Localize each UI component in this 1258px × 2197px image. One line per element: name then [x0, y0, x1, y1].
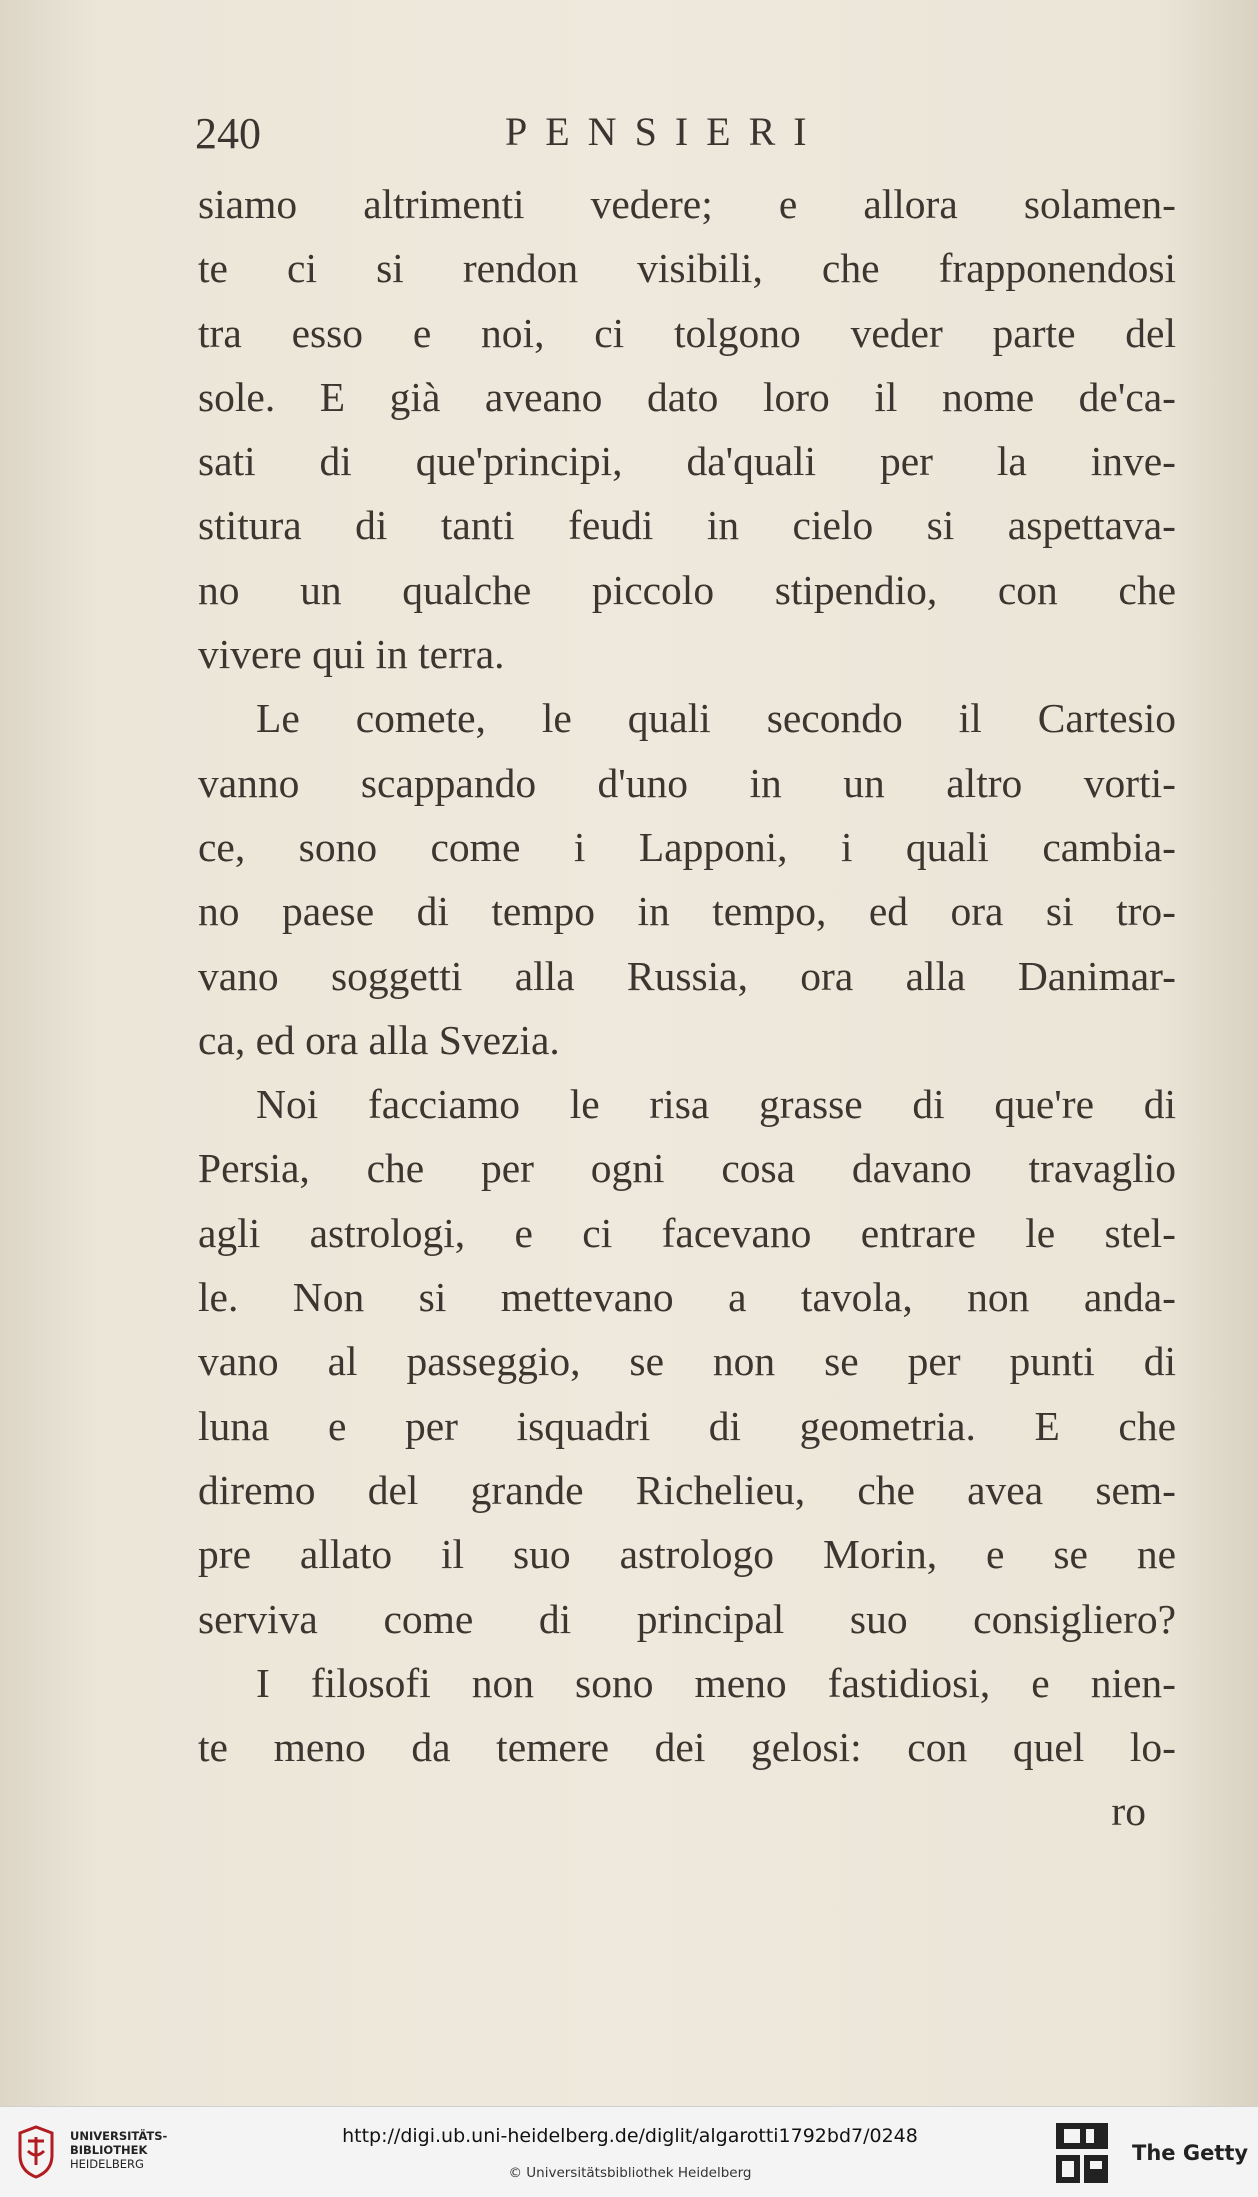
text-line: Le comete, le quali secondo il Cartesio: [256, 695, 1176, 742]
text-line: Persia, che per ogni cosa davano travaglio: [198, 1145, 1176, 1192]
getty-label: The Getty: [1132, 2141, 1249, 2165]
text-line: no un qualche piccolo stipendio, con che: [198, 566, 1176, 613]
text-line: ce, sono come i Lapponi, i quali cambia-: [198, 823, 1176, 870]
text-line: siamo altrimenti vedere; e allora solamen-: [198, 181, 1176, 227]
running-title: PENSIERI: [505, 109, 825, 154]
text-line: sole. E già aveano dato loro il nome de'ca-: [198, 373, 1176, 420]
copyright-notice: © Universitätsbibliothek Heidelberg: [508, 2165, 752, 2181]
text-line: vano al passeggio, se non se per punti di: [198, 1338, 1176, 1385]
text-line: le. Non si mettevano a tavola, non anda-: [198, 1274, 1176, 1321]
text-line: te ci si rendon visibili, che frapponendosi: [198, 245, 1176, 292]
logo-line: UNIVERSITÄTS-: [70, 2129, 168, 2143]
heidelberg-seal-icon: [14, 2125, 58, 2179]
logo-line: BIBLIOTHEK: [70, 2143, 148, 2157]
getty-logo[interactable]: [1054, 2121, 1254, 2185]
permalink-url[interactable]: http://digi.ub.uni-heidelberg.de/diglit/algarotti1792bd7/0248: [342, 2125, 918, 2147]
university-library-logo[interactable]: [14, 2121, 168, 2183]
text-line: serviva come di principal suo consigliero?: [198, 1595, 1176, 1642]
text-line: Noi facciamo le risa grasse di que're di: [256, 1081, 1176, 1128]
text-line: vivere qui in terra.: [198, 631, 505, 678]
catchword: ro: [1111, 1788, 1146, 1835]
page-header: [195, 108, 1175, 168]
logo-line: HEIDELBERG: [70, 2157, 144, 2171]
text-line: pre allato il suo astrologo Morin, e se ne: [198, 1531, 1176, 1578]
text-line: vano soggetti alla Russia, ora alla Danimar-: [198, 952, 1176, 999]
text-line: I filosofi non sono meno fastidiosi, e nien-: [256, 1659, 1176, 1706]
page-number: 240: [195, 109, 261, 158]
text-line: stitura di tanti feudi in cielo si aspettava-: [198, 502, 1176, 549]
text-line: agli astrologi, e ci facevano entrare le stel-: [198, 1209, 1176, 1256]
text-line: luna e per isquadri di geometria. E che: [198, 1402, 1176, 1449]
body-text: [198, 172, 1176, 1844]
text-line: tra esso e noi, ci tolgono veder parte del: [198, 309, 1176, 356]
text-line: ca, ed ora alla Svezia.: [198, 1016, 560, 1063]
text-line: diremo del grande Richelieu, che avea sem-: [198, 1466, 1176, 1513]
text-line: vanno scappando d'uno in un altro vorti-: [198, 759, 1176, 806]
text-line: no paese di tempo in tempo, ed ora si tro-: [198, 888, 1176, 935]
getty-mark-icon: [1054, 2121, 1110, 2185]
viewer-footer: [0, 2106, 1258, 2197]
university-library-name: [70, 2129, 167, 2171]
text-line: sati di que'principi, da'quali per la inve-: [198, 438, 1176, 485]
text-line: te meno da temere dei gelosi: con quel lo-: [198, 1724, 1176, 1771]
